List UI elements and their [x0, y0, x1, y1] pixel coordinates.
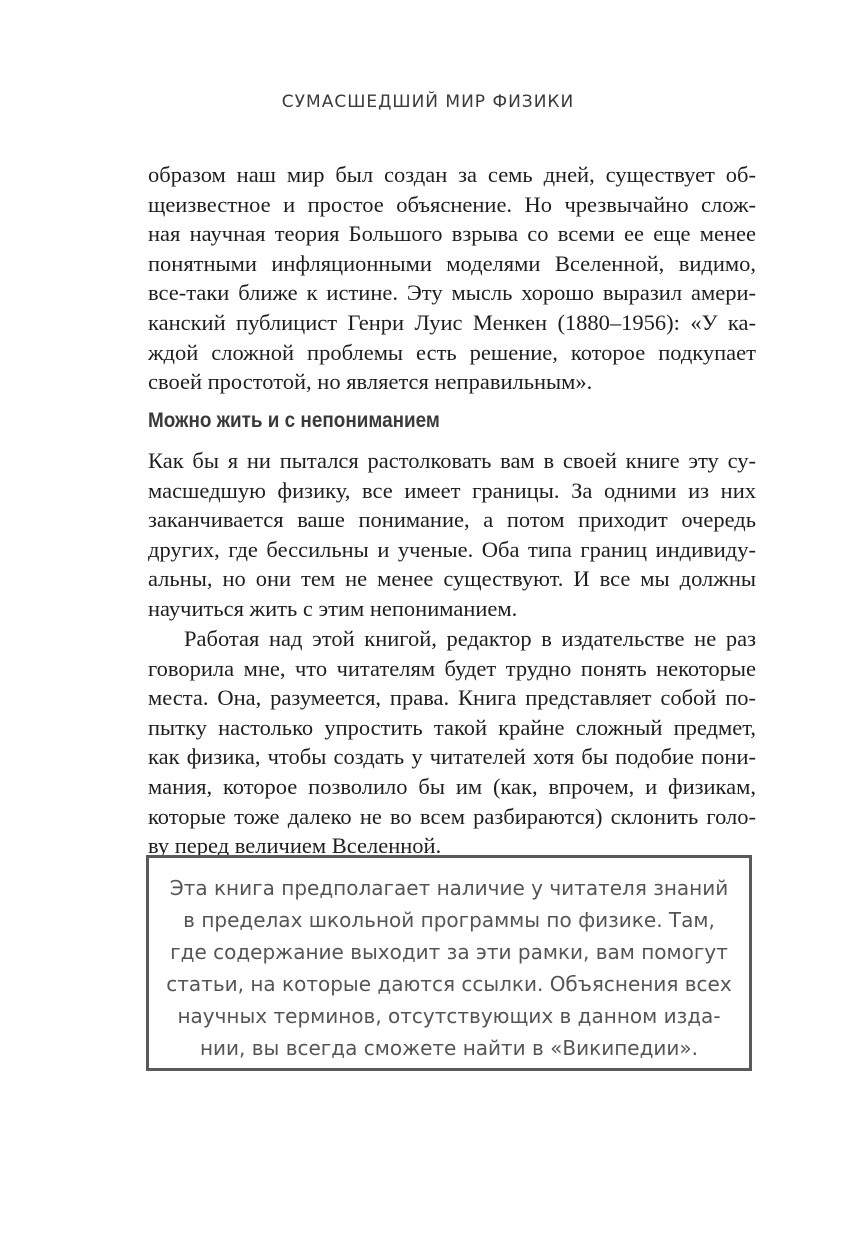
intro-paragraph — [148, 160, 756, 397]
text-line: канский публицист Генри Луис Менкен (1880–1956): «У ка- — [148, 309, 756, 335]
text-line: масшедшую физику, все имеет границы. За одними из них — [148, 477, 756, 503]
text-line: мания, которое позволило бы им (как, впрочем, и физикам, — [148, 773, 756, 799]
text-line: заканчивается ваше понимание, а потом приходит очередь — [148, 507, 756, 533]
text-line: которые тоже далеко не во всем разбираются) склонить голо- — [148, 803, 756, 829]
text-line: все-таки ближе к истине. Эту мысль хорошо выразил амери- — [148, 280, 756, 306]
text-line: пытку настолько упростить такой крайне сложный предмет, — [148, 714, 756, 740]
text-line: понятными инфляционными моделями Вселенной, видимо, — [148, 250, 756, 276]
section-heading: Можно жить и с непониманием — [148, 409, 440, 432]
text-line: своей простотой, но является неправильным». — [148, 369, 593, 395]
text-line: места. Она, разумеется, права. Книга представляет собой по- — [148, 685, 756, 711]
section-paragraph-2 — [148, 624, 756, 861]
section-paragraph-1 — [148, 446, 756, 624]
note-line: научных терминов, отсутствующих в данном изда- — [177, 1004, 721, 1028]
note-line: статьи, на которые даются ссылки. Объяснения всех — [166, 972, 732, 996]
running-head-title: СУМАСШЕДШИЙ МИР ФИЗИКИ — [281, 92, 575, 112]
text-line: образом наш мир был создан за семь дней, существует об- — [148, 162, 756, 187]
text-line: Работая над этой книгой, редактор в издательстве не раз — [184, 626, 756, 651]
note-line: где содержание выходит за эти рамки, вам помогут — [170, 940, 728, 964]
text-line: других, где бессильны и ученые. Оба типа границ индивиду- — [148, 536, 756, 562]
text-line: ву перед величием Вселенной. — [148, 833, 442, 859]
note-line: в пределах школьной программы по физике. Там, — [183, 908, 715, 932]
text-line: ждой сложной проблемы есть решение, которое подкупает — [148, 339, 756, 365]
text-line: говорила мне, что читателям будет трудно понять некоторые — [148, 655, 756, 681]
text-line: альны, но они тем не менее существуют. И все мы должны — [148, 566, 756, 592]
text-line: щеизвестное и простое объяснение. Но чрезвычайно слож- — [148, 191, 756, 217]
text-line: ная научная теория Большого взрыва со всеми ее еще менее — [148, 221, 756, 247]
text-line: как физика, чтобы создать у читателей хотя бы подобие пони- — [148, 744, 756, 770]
note-line: нии, вы всегда сможете найти в «Википедии». — [199, 1036, 699, 1060]
text-line: Как бы я ни пытался растолковать вам в своей книге эту су- — [148, 448, 756, 473]
note-box — [146, 855, 752, 1071]
text-line: научиться жить с этим непониманием. — [148, 595, 518, 621]
note-line: Эта книга предполагает наличие у читателя знаний — [169, 876, 729, 900]
